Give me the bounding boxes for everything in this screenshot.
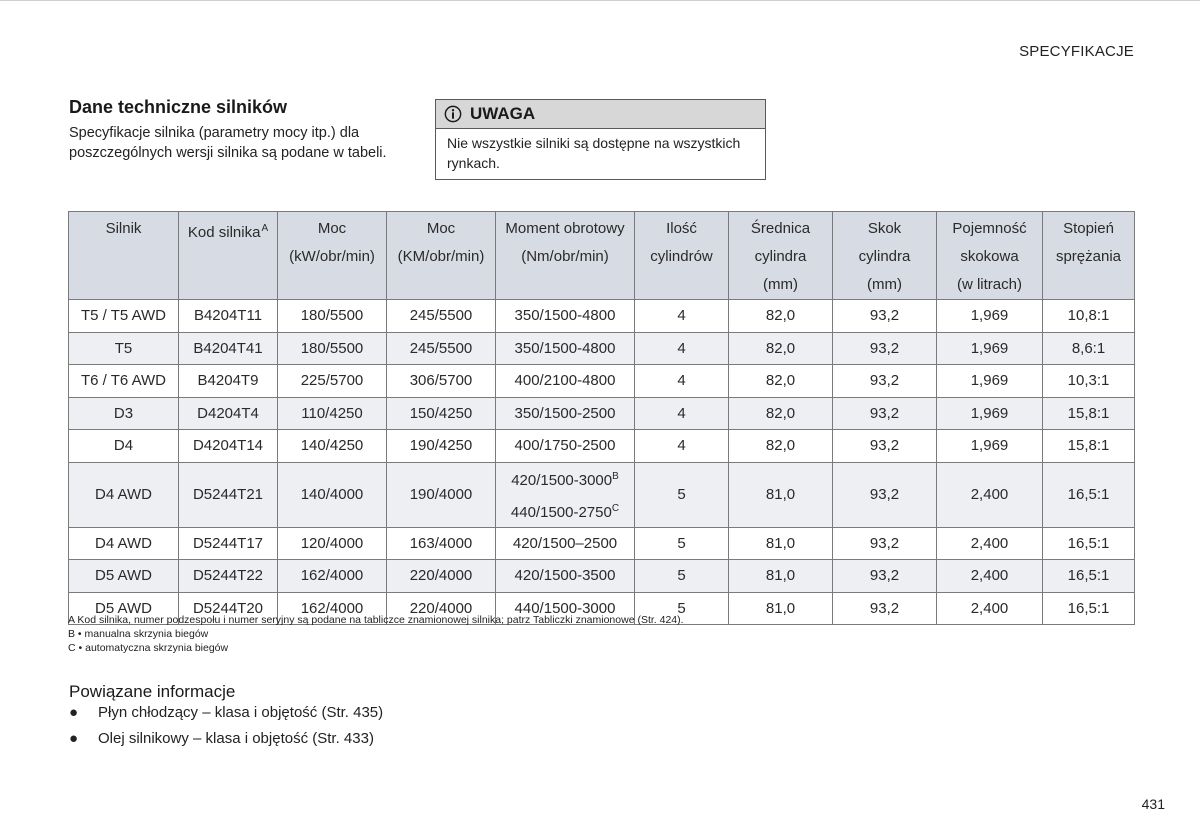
cell-stroke: 93,2 <box>833 332 937 365</box>
column-header <box>496 212 635 300</box>
header-line2: cylindrów <box>650 248 713 265</box>
footnote-text: automatyczna skrzynia biegów <box>85 642 229 654</box>
cell-compression: 16,5:1 <box>1043 560 1135 593</box>
cell-kw: 225/5700 <box>278 365 387 398</box>
cell-torque: 400/1750-2500 <box>496 430 635 463</box>
header-line1: Średnica <box>750 220 811 237</box>
related-link-text[interactable]: Olej silnikowy – klasa i objętość (Str. 433) <box>98 730 374 747</box>
info-icon <box>444 105 462 123</box>
cell-cylinders: 5 <box>635 560 729 593</box>
cell-bore: 81,0 <box>729 462 833 527</box>
table-row <box>69 527 1135 560</box>
cell-code: B4204T9 <box>179 365 278 398</box>
table-row <box>69 397 1135 430</box>
note-text: Nie wszystkie silniki są dostępne na wszystkich rynkach. <box>447 135 741 171</box>
cell-code: D5244T22 <box>179 560 278 593</box>
column-header <box>387 212 496 300</box>
header-line1: Pojemność <box>952 220 1027 237</box>
cell-displacement: 2,400 <box>937 527 1043 560</box>
cell-displacement: 1,969 <box>937 300 1043 333</box>
header-line2: sprężania <box>1055 248 1122 265</box>
cell-hp: 190/4250 <box>387 430 496 463</box>
cell-compression: 8,6:1 <box>1043 332 1135 365</box>
table-row <box>69 560 1135 593</box>
cell-cylinders: 4 <box>635 430 729 463</box>
cell-bore: 82,0 <box>729 332 833 365</box>
cell-code: D4204T4 <box>179 397 278 430</box>
table-row <box>69 300 1135 333</box>
cell-torque: 440/1500-3000 <box>496 592 635 625</box>
cell-kw: 140/4000 <box>278 462 387 527</box>
cell-engine: D4 AWD <box>69 527 179 560</box>
cell-kw: 162/4000 <box>278 592 387 625</box>
cell-stroke: 93,2 <box>833 300 937 333</box>
cell-hp: 220/4000 <box>387 560 496 593</box>
footnotes <box>68 613 684 655</box>
note-box <box>435 99 766 180</box>
cell-hp: 220/4000 <box>387 592 496 625</box>
cell-torque <box>496 462 635 527</box>
cell-compression: 15,8:1 <box>1043 430 1135 463</box>
cell-compression: 16,5:1 <box>1043 592 1135 625</box>
cell-cylinders: 5 <box>635 462 729 527</box>
cell-hp: 190/4000 <box>387 462 496 527</box>
cell-code: B4204T11 <box>179 300 278 333</box>
cell-displacement: 2,400 <box>937 462 1043 527</box>
cell-hp: 306/5700 <box>387 365 496 398</box>
column-header <box>729 212 833 300</box>
cell-bore: 81,0 <box>729 527 833 560</box>
cell-stroke: 93,2 <box>833 592 937 625</box>
cell-engine: T6 / T6 AWD <box>69 365 179 398</box>
related-info-list <box>69 703 383 755</box>
table-row <box>69 462 1135 527</box>
cell-kw: 120/4000 <box>278 527 387 560</box>
engine-specs-table <box>68 211 1135 625</box>
column-header <box>937 212 1043 300</box>
cell-bore: 82,0 <box>729 365 833 398</box>
cell-stroke: 93,2 <box>833 365 937 398</box>
table-row <box>69 430 1135 463</box>
header-line3: (mm) <box>763 276 798 293</box>
cell-cylinders: 4 <box>635 397 729 430</box>
cell-stroke: 93,2 <box>833 560 937 593</box>
cell-torque: 350/1500-4800 <box>496 300 635 333</box>
footnote: B • manualna skrzynia biegów <box>68 628 209 640</box>
header-line1: Ilość <box>666 220 697 237</box>
header-line1: Moc <box>426 220 456 237</box>
cell-kw: 162/4000 <box>278 560 387 593</box>
cell-compression: 10,3:1 <box>1043 365 1135 398</box>
header-line1: Skok <box>867 220 902 237</box>
cell-displacement: 1,969 <box>937 397 1043 430</box>
cell-hp: 245/5500 <box>387 332 496 365</box>
header-superscript: A <box>261 223 269 234</box>
header-line1: Silnik <box>105 220 142 237</box>
cell-stroke: 93,2 <box>833 430 937 463</box>
cell-compression: 10,8:1 <box>1043 300 1135 333</box>
header-line2: cylindra <box>754 248 807 265</box>
column-header <box>833 212 937 300</box>
column-header <box>179 212 278 300</box>
header-line1: Kod silnika <box>187 224 261 241</box>
cell-engine: D5 AWD <box>69 560 179 593</box>
cell-bore: 81,0 <box>729 592 833 625</box>
cell-code: D5244T20 <box>179 592 278 625</box>
header-line3: (mm) <box>867 276 902 293</box>
table-header-row <box>69 212 1135 300</box>
cell-displacement: 1,969 <box>937 430 1043 463</box>
related-link[interactable] <box>69 703 383 729</box>
torque-value: 420/1500-3000 <box>511 471 613 489</box>
cell-stroke: 93,2 <box>833 462 937 527</box>
cell-engine: D3 <box>69 397 179 430</box>
cell-bore: 82,0 <box>729 430 833 463</box>
cell-displacement: 1,969 <box>937 332 1043 365</box>
footnote-text: manualna skrzynia biegów <box>84 628 209 640</box>
cell-code: D5244T17 <box>179 527 278 560</box>
table-body <box>69 300 1135 625</box>
torque-superscript: C <box>611 502 620 514</box>
intro-text: Specyfikacje silnika (parametry mocy itp.) dla poszczególnych wersji silnika są podane w tabeli. <box>69 125 387 161</box>
header-line2: cylindra <box>858 248 911 265</box>
cell-engine: D4 <box>69 430 179 463</box>
column-header <box>1043 212 1135 300</box>
cell-displacement: 2,400 <box>937 592 1043 625</box>
cell-compression: 16,5:1 <box>1043 462 1135 527</box>
cell-kw: 180/5500 <box>278 332 387 365</box>
section-header: SPECYFIKACJE <box>1019 43 1134 60</box>
footnote-mark: C <box>68 642 76 654</box>
header-line1: Moment obrotowy <box>505 220 625 237</box>
cell-displacement: 2,400 <box>937 560 1043 593</box>
column-header <box>635 212 729 300</box>
cell-torque: 420/1500-3500 <box>496 560 635 593</box>
torque-line <box>496 463 634 495</box>
footnote-mark: A <box>68 614 75 626</box>
cell-displacement: 1,969 <box>937 365 1043 398</box>
cell-code: D5244T21 <box>179 462 278 527</box>
footnote-text: Kod silnika, numer podzespołu i numer seryjny są podane na tabliczce znamionowej silnika; patrz Tabliczki znamionowe (Str. 424). <box>77 614 684 626</box>
cell-compression: 16,5:1 <box>1043 527 1135 560</box>
cell-engine: D5 AWD <box>69 592 179 625</box>
column-header <box>278 212 387 300</box>
cell-engine: T5 <box>69 332 179 365</box>
torque-superscript: B <box>612 470 619 482</box>
cell-torque: 400/2100-4800 <box>496 365 635 398</box>
page-title: Dane techniczne silników <box>69 97 288 117</box>
header-line2: (Nm/obr/min) <box>521 248 609 265</box>
cell-cylinders: 4 <box>635 300 729 333</box>
header-line2: (KM/obr/min) <box>397 248 485 265</box>
cell-engine: T5 / T5 AWD <box>69 300 179 333</box>
related-link[interactable] <box>69 729 383 755</box>
footnote-mark: B <box>68 628 76 640</box>
cell-torque: 350/1500-2500 <box>496 397 635 430</box>
cell-kw: 110/4250 <box>278 397 387 430</box>
header-line1: Moc <box>317 220 347 237</box>
column-header <box>69 212 179 300</box>
cell-cylinders: 5 <box>635 527 729 560</box>
cell-code: D4204T14 <box>179 430 278 463</box>
footnote: C • automatyczna skrzynia biegów <box>68 642 229 654</box>
cell-kw: 140/4250 <box>278 430 387 463</box>
cell-cylinders: 4 <box>635 365 729 398</box>
cell-bore: 81,0 <box>729 560 833 593</box>
header-line2: (kW/obr/min) <box>289 248 375 265</box>
cell-kw: 180/5500 <box>278 300 387 333</box>
cell-cylinders: 4 <box>635 332 729 365</box>
cell-torque: 420/1500–2500 <box>496 527 635 560</box>
table-row <box>69 332 1135 365</box>
header-line1: Stopień <box>1063 220 1114 237</box>
related-info-title: Powiązane informacje <box>69 682 236 701</box>
cell-cylinders: 5 <box>635 592 729 625</box>
cell-bore: 82,0 <box>729 300 833 333</box>
related-link-text[interactable]: Płyn chłodzący – klasa i objętość (Str. 435) <box>98 704 384 721</box>
page-number: 431 <box>1141 796 1165 812</box>
cell-stroke: 93,2 <box>833 527 937 560</box>
cell-stroke: 93,2 <box>833 397 937 430</box>
cell-bore: 82,0 <box>729 397 833 430</box>
cell-code: B4204T41 <box>179 332 278 365</box>
cell-torque: 350/1500-4800 <box>496 332 635 365</box>
top-divider <box>0 0 1200 1</box>
footnote <box>68 613 684 627</box>
note-title: UWAGA <box>470 104 536 123</box>
cell-hp: 150/4250 <box>387 397 496 430</box>
bullet-icon: ● <box>69 730 79 747</box>
cell-engine: D4 AWD <box>69 462 179 527</box>
note-header <box>436 100 765 129</box>
header-line2: skokowa <box>960 248 1019 265</box>
cell-compression: 15,8:1 <box>1043 397 1135 430</box>
torque-line <box>496 495 634 527</box>
table-row <box>69 365 1135 398</box>
header-line3: (w litrach) <box>956 276 1022 293</box>
bullet-icon: ● <box>69 704 79 721</box>
cell-hp: 163/4000 <box>387 527 496 560</box>
torque-value: 440/1500-2750 <box>510 503 612 521</box>
cell-hp: 245/5500 <box>387 300 496 333</box>
